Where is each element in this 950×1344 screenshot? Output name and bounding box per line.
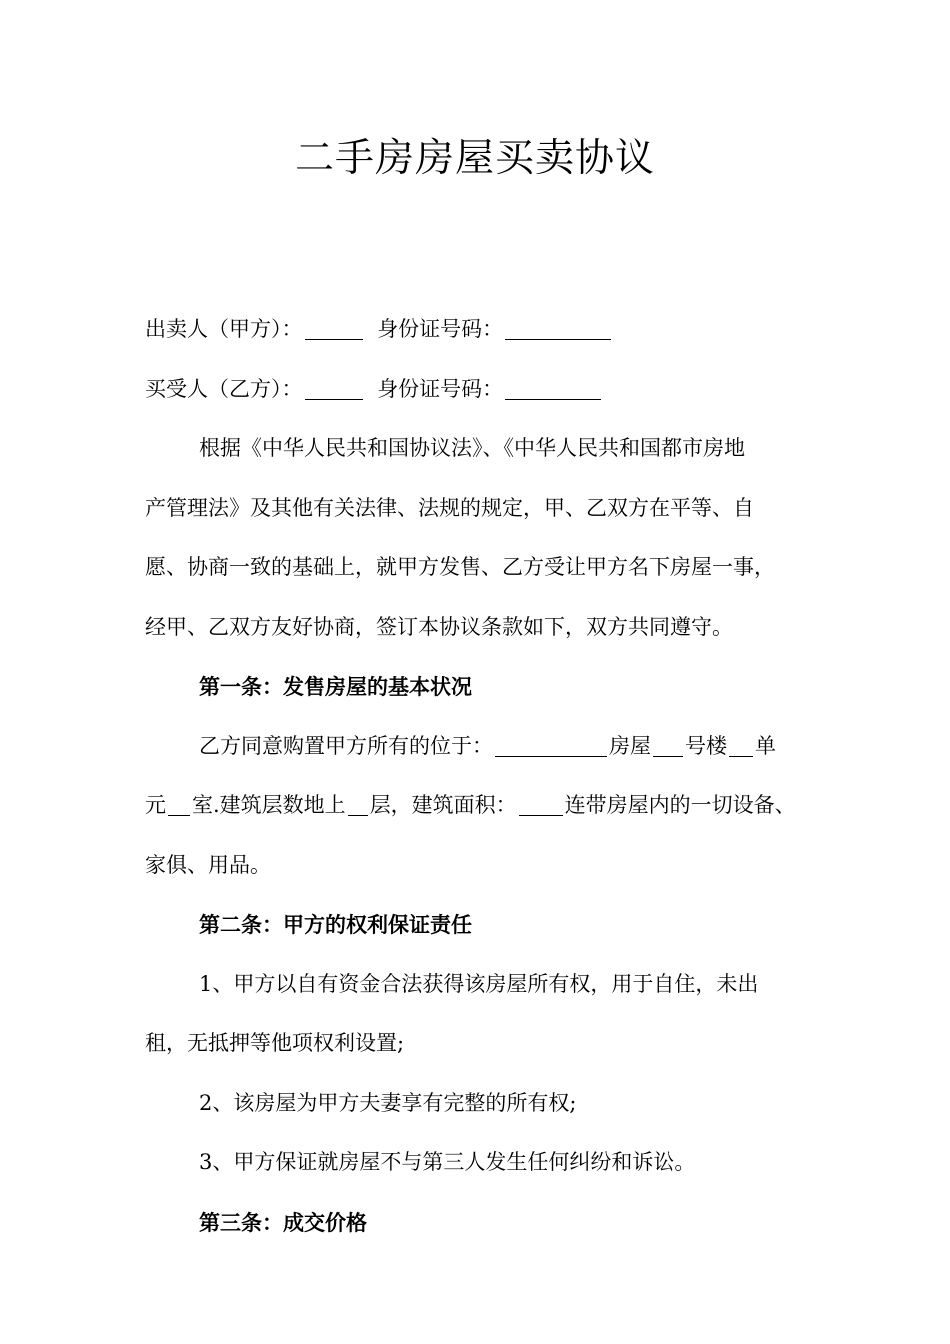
- article1-text-d: 单: [755, 733, 776, 758]
- article1-text-e: 元: [145, 793, 166, 817]
- article1-text-b: 房屋: [609, 733, 651, 758]
- preamble-line-3: 愿、协商一致的基础上，就甲方发售、乙方受让甲方名下房屋一事，: [145, 555, 775, 579]
- article1-line-2: [145, 776, 825, 836]
- article2-item1-line2: 租，无抵押等他项权利设置;: [145, 1031, 405, 1055]
- article3-heading: 第三条：成交价格: [199, 1209, 367, 1235]
- article1-text-g: 层，建筑面积：: [369, 793, 517, 817]
- buyer-id-label: 身份证号码：: [377, 376, 504, 401]
- seller-line: [145, 300, 825, 360]
- building-blank: [653, 734, 683, 757]
- buyer-label: 买受人（乙方）：: [145, 376, 303, 401]
- unit-blank: [729, 734, 753, 757]
- article2-heading: 第二条：甲方的权利保证责任: [199, 912, 472, 937]
- article1-line-3: 家俱、用品。: [145, 852, 271, 877]
- article1-text-c: 号楼: [685, 733, 727, 758]
- buyer-id-blank: [505, 377, 601, 400]
- article1-text-f: 室.建筑层数地上: [192, 793, 346, 817]
- preamble-line-1: 根据《中华人民共和国协议法》、《中华人民共和国都市房地: [199, 436, 745, 460]
- article2-item2: 2、该房屋为甲方夫妻享有完整的所有权;: [199, 1090, 577, 1115]
- preamble-line-4: 经甲、乙双方友好协商，签订本协议条款如下，双方共同遵守。: [145, 614, 733, 639]
- article1-text-h: 连带房屋内的一切设备、: [564, 793, 796, 817]
- seller-id-blank: [505, 317, 611, 340]
- location-blank: [495, 734, 607, 757]
- article2-item3: 3、甲方保证就房屋不与第三人发生任何纠纷和诉讼。: [199, 1150, 696, 1174]
- article1-text-a: 乙方同意购置甲方所有的位于：: [199, 733, 493, 758]
- seller-name-blank: [305, 317, 363, 340]
- article1-heading: 第一条：发售房屋的基本状况: [199, 674, 472, 699]
- document-title: 二手房房屋买卖协议: [294, 136, 655, 181]
- article2-item1-line1: 1、甲方以自有资金合法获得该房屋所有权，用于自住，未出: [199, 971, 759, 996]
- floors-blank: [348, 793, 368, 816]
- area-blank: [519, 793, 563, 816]
- buyer-line: [145, 360, 825, 420]
- seller-id-label: 身份证号码：: [377, 317, 504, 341]
- room-blank: [168, 793, 190, 816]
- document-body: [145, 300, 825, 1252]
- seller-label: 出卖人（甲方）：: [145, 317, 303, 341]
- preamble-line-2: 产管理法》及其他有关法律、法规的规定，甲、乙双方在平等、自: [145, 495, 754, 520]
- article1-line-1: [145, 717, 825, 777]
- buyer-name-blank: [305, 377, 363, 400]
